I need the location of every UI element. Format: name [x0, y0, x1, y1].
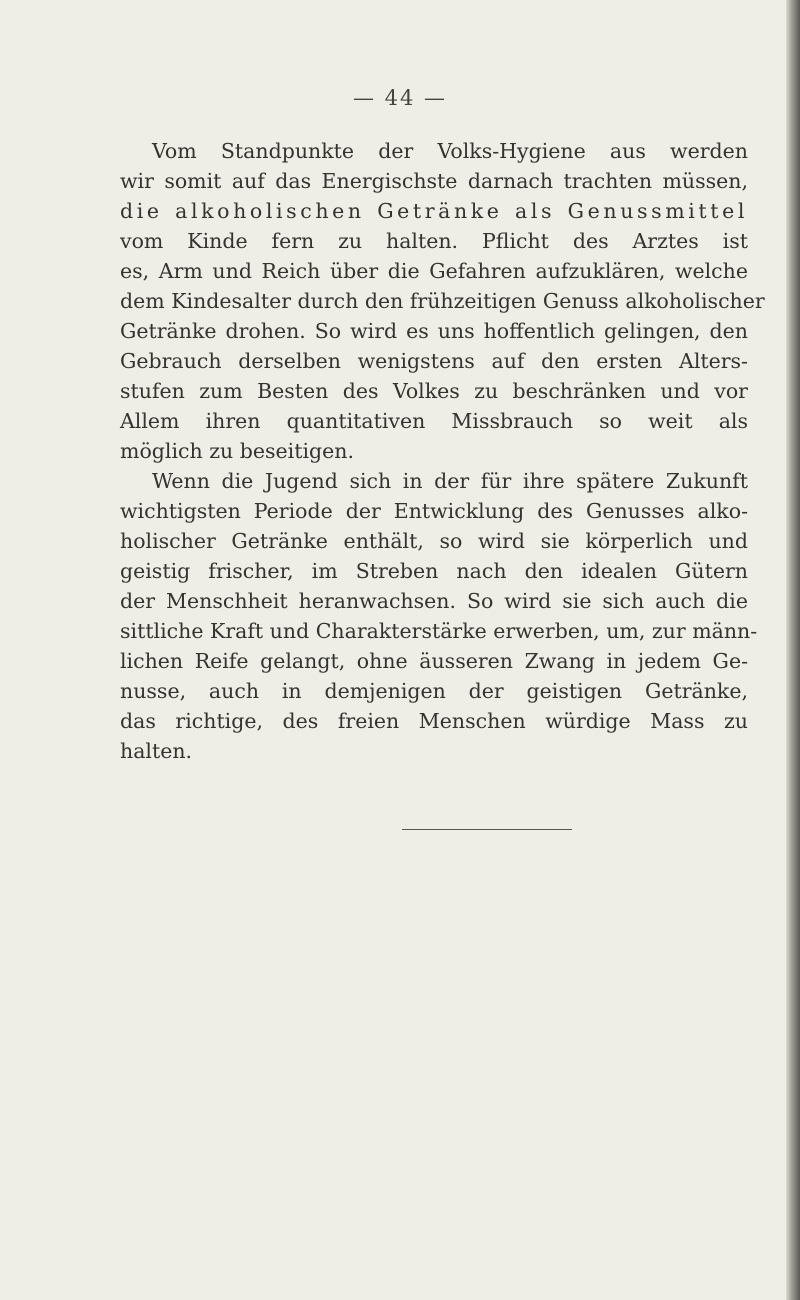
page-number: — 44 —	[352, 86, 448, 110]
paragraph-1	[120, 136, 765, 466]
text-line: vom Kinde fern zu halten. Pflicht des Arztes ist	[120, 229, 748, 253]
text-line: lichen Reife gelangt, ohne äusseren Zwang in jedem Ge-	[120, 649, 748, 673]
page-edge-shadow	[786, 0, 800, 1300]
text-line: der Menschheit heranwachsen. So wird sie sich auch die	[120, 589, 748, 613]
text-line: stufen zum Besten des Volkes zu beschränken und vor	[120, 379, 748, 403]
text-line: das richtige, des freien Menschen würdige Mass zu	[120, 709, 748, 733]
text-line: Getränke drohen. So wird es uns hoffentlich gelingen, den	[120, 319, 748, 343]
text-line: nusse, auch in demjenigen der geistigen Getränke,	[120, 679, 748, 703]
text-line: wir somit auf das Energischste darnach trachten müssen,	[120, 169, 748, 193]
text-line: die alkoholischen Getränke als Genussmittel	[120, 199, 748, 223]
text-line: Allem ihren quantitativen Missbrauch so weit als	[120, 409, 748, 433]
text-line: es, Arm und Reich über die Gefahren aufzuklären, welche	[120, 259, 748, 283]
text-line: geistig frischer, im Streben nach den idealen Gütern	[120, 559, 748, 583]
text-line: dem Kindesalter durch den frühzeitigen Genuss alkoholischer	[120, 289, 765, 313]
paragraph-2	[120, 466, 758, 766]
text-line: möglich zu beseitigen.	[120, 439, 354, 463]
body-text	[120, 136, 765, 766]
section-divider	[402, 829, 572, 830]
text-line: halten.	[120, 739, 193, 763]
text-line: Wenn die Jugend sich in der für ihre spätere Zukunft	[152, 469, 748, 493]
text-line: Vom Standpunkte der Volks-Hygiene aus werden	[152, 139, 748, 163]
text-line: wichtigsten Periode der Entwicklung des Genusses alko-	[120, 499, 748, 523]
text-line: sittliche Kraft und Charakterstärke erwerben, um, zur männ-	[120, 619, 758, 643]
text-line: Gebrauch derselben wenigstens auf den ersten Alters-	[120, 349, 748, 373]
text-line: holischer Getränke enthält, so wird sie körperlich und	[120, 529, 748, 553]
